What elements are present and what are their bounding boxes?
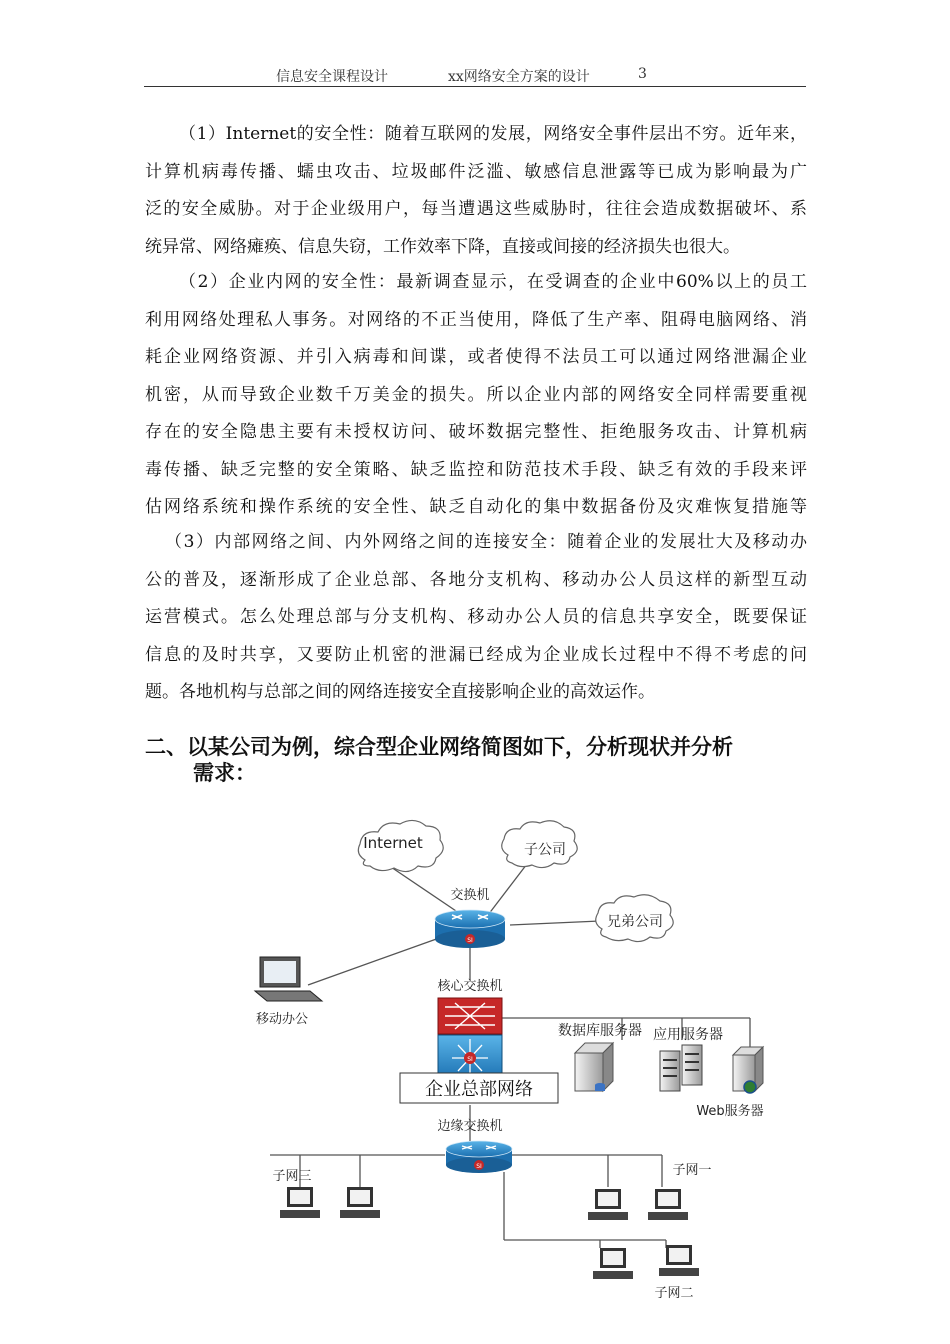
core-switch-icon [438,998,502,1081]
text-line: （3）内部网络之间、内外网络之间的连接安全：随着企业的发展壮大及移动办 [165,532,807,552]
edge-switch-label: 边缘交换机 [437,1119,503,1134]
computer-icon [593,1248,633,1279]
computer-icon [659,1245,699,1276]
web-server-icon [733,1047,763,1093]
app-server-label: 应用服务器 [653,1027,723,1043]
application-server-icon [660,1045,702,1091]
switch-label: 交换机 [450,888,490,903]
text-line: （2）企业内网的安全性：最新调查显示，在受调查的企业中60%以上的员工 [179,272,807,292]
text-line: 估网络系统和操作系统的安全性、缺乏自动化的集中数据备份及灾难恢复措施等 [145,497,807,517]
cloud-icon [596,895,673,942]
heading-line-2: 需求： [193,761,256,785]
paragraph-connection-security [145,524,807,712]
computer-icon [280,1187,320,1218]
text-line: 泛的安全威胁。对于企业级用户，每当遭遇这些威胁时，往往会造成数据破坏、系 [145,199,807,219]
text-line: 信息的及时共享，又要防止机密的泄漏已经成为企业成长过程中不得不考虑的问 [145,644,807,665]
text-line: 耗企业网络资源、并引入病毒和间谍，或者使得不法员工可以通过网络泄漏企业 [145,347,807,367]
internet-label: Internet [363,834,423,852]
subsidiary-label: 子公司 [524,842,566,858]
web-server-label: Web服务器 [696,1104,764,1119]
text-line: 毒传播、缺乏完整的安全策略、缺乏监控和防范技术手段、缺乏有效的手段来评 [145,459,807,480]
subnet-one-label: 子网一 [672,1163,712,1178]
page-header [144,66,806,87]
header-page-number: 3 [638,66,647,82]
heading-line-1: 二、以某公司为例，综合型企业网络简图如下，分析现状并分析 [145,735,733,759]
si-badge: SI [476,1163,482,1170]
header-course: 信息安全课程设计 [276,69,388,85]
subnet-three-label: 子网三 [272,1169,312,1184]
si-badge: SI [467,1056,473,1063]
subnet-two-label: 子网二 [654,1286,694,1301]
text-line: 统异常、网络瘫痪、信息失窃，工作效率下降，直接或间接的经济损失也很大。 [145,236,740,257]
text-line: 公的普及，逐渐形成了企业总部、各地分支机构、移动办公人员这样的新型互动 [145,569,807,590]
core-switch-label: 核心交换机 [437,979,503,994]
text-line: 计算机病毒传播、蠕虫攻击、垃圾邮件泛滥、敏感信息泄露等已成为影响最为广 [145,161,807,182]
database-server-icon [575,1043,613,1091]
text-line: 机密，从而导致企业数千万美金的损失。所以企业内部的网络安全同样需要重视 [145,384,807,405]
header-title: xx网络安全方案的设计 [448,69,590,85]
paragraph-intranet-security [145,264,807,527]
sibling-company-label: 兄弟公司 [607,914,663,930]
paragraph-internet-security [145,116,807,266]
section-heading [145,734,815,786]
text-line: （1）Internet的安全性：随着互联网的发展，网络安全事件层出不穷。近年来， [179,124,807,144]
mobile-office-label: 移动办公 [255,1012,309,1027]
cloud-icon [502,821,577,868]
db-server-label: 数据库服务器 [558,1023,642,1039]
computer-icon [588,1189,628,1220]
router-switch-icon [435,910,505,948]
computer-icon [648,1189,688,1220]
computer-icon [340,1187,380,1218]
si-badge: SI [467,937,473,944]
network-diagram [230,815,790,1305]
laptop-icon [255,957,322,1001]
edge-switch-icon [446,1141,512,1173]
text-line: 存在的安全隐患主要有未授权访问、破坏数据完整性、拒绝服务攻击、计算机病 [145,422,807,442]
text-line: 运营模式。怎么处理总部与分支机构、移动办公人员的信息共享安全，既要保证 [145,607,807,627]
text-line: 利用网络处理私人事务。对网络的不正当使用，降低了生产率、阻碍电脑网络、消 [145,309,807,330]
hq-network-label: 企业总部网络 [425,1079,533,1100]
text-line: 题。各地机构与总部之间的网络连接安全直接影响企业的高效运作。 [145,682,655,702]
cloud-icon [358,820,443,871]
